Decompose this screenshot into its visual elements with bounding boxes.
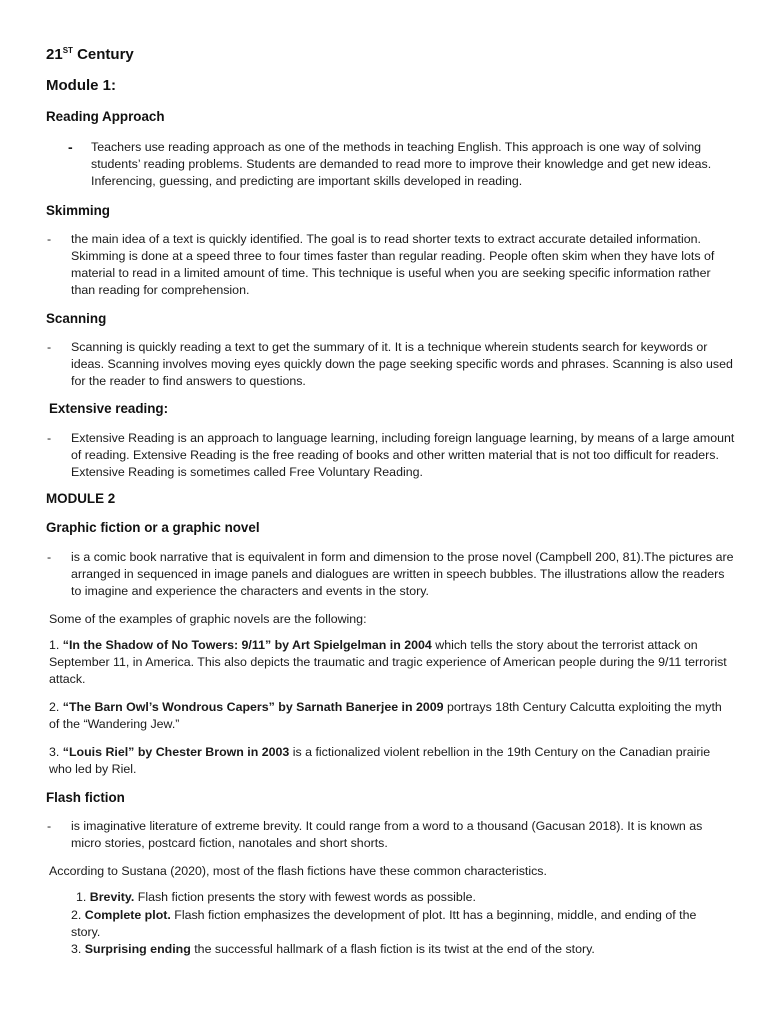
- scanning-heading: Scanning: [46, 311, 107, 326]
- flash-characteristic: 3. Surprising ending the successful hallmark of a flash fiction is its twist at the end of the story.: [71, 942, 595, 956]
- scanning-text: Scanning is quickly reading a text to get the summary of it. It is a technique wherein students search for keywords or ideas. Scanning involves moving eyes quickly down the page seeking specific words and phrases. Scanning is also used for the reader to find answers to questions.: [71, 340, 733, 388]
- scanning-item: - Scanning is quickly reading a text to get the summary of it. It is a technique wherein students search for keywords or ideas. Scanning involves moving eyes quickly down the page seeking specific words and phrases. Scanning is also used for the reader to find answers to questions.: [46, 339, 736, 390]
- flash-fiction-text: is imaginative literature of extreme brevity. It could range from a word to a thousand (Gacusan 2018). It is known as micro stories, postcard fiction, nanotales and short shorts.: [71, 819, 703, 850]
- skimming-item: - the main idea of a text is quickly identified. The goal is to read shorter texts to extract accurate detailed information. Skimming is done at a speed three to four times faster than regular reading. People often skim when they have lots of material to read in a limited amount of time. This technique is useful when you are seeking specific information rather than reading for comprehension.: [46, 231, 736, 299]
- flash-fiction-item: - is imaginative literature of extreme brevity. It could range from a word to a thousand (Gacusan 2018). It is known as micro stories, postcard fiction, nanotales and short shorts.: [46, 818, 736, 852]
- flash-characteristic: 1. Brevity. Flash fiction presents the story with fewest words as possible.: [76, 890, 476, 904]
- skimming-text: the main idea of a text is quickly identified. The goal is to read shorter texts to extract accurate detailed information. Skimming is done at a speed three to four times faster than regular reading. People often skim when they have lots of material to read in a limited amount of time. This technique is useful when you are seeking specific information rather than reading for comprehension.: [71, 232, 715, 297]
- reading-approach-heading: Reading Approach: [46, 109, 165, 124]
- extensive-reading-item: - Extensive Reading is an approach to language learning, including foreign language learning, by means of a large amount of reading. Extensive Reading is the free reading of books and other written material that is not too difficult for readers. Extensive Reading is sometimes called Free Voluntary Reading.: [47, 431, 735, 479]
- skimming-heading: Skimming: [46, 203, 110, 218]
- flash-characteristics-intro: According to Sustana (2020), most of the flash fictions have these common characteristics.: [49, 864, 547, 878]
- graphic-fiction-item: - is a comic book narrative that is equivalent in form and dimension to the prose novel (Campbell 200, 81).The pictures are arranged in sequenced in image panels and dialogues are written in speech bubbles. The illustrations allow the readers to imagine and experience the characters and events in the story.: [46, 549, 736, 600]
- flash-fiction-heading: Flash fiction: [46, 790, 125, 805]
- graphic-example: 3. “Louis Riel” by Chester Brown in 2003 is a fictionalized violent rebellion in the 19th Century on the Canadian prairie who led by Riel.: [49, 745, 711, 776]
- graphic-example: 1. “In the Shadow of No Towers: 9/11” by Art Spielgelman in 2004 which tells the story about the terrorist attack on September 11, in America. This also depicts the traumatic and tragic experience of American people during the 9/11 terrorist attack.: [49, 638, 727, 686]
- graphic-examples-intro: Some of the examples of graphic novels are the following:: [49, 612, 367, 626]
- flash-characteristic: 2. Complete plot. Flash fiction emphasizes the development of plot. Itt has a beginning, middle, and ending of the story.: [71, 908, 697, 939]
- module-1-heading: Module 1:: [46, 77, 116, 94]
- reading-approach-item: - Teachers use reading approach as one of the methods in teaching English. This approach is one way of solving students’ reading problems. Students are demanded to read more to improve their knowledge and get new ideas. Inferencing, guessing, and predicting are important skills developed in reading.: [46, 139, 736, 190]
- extensive-reading-heading: Extensive reading:: [49, 401, 169, 416]
- document-title: 21ST Century: [46, 46, 134, 63]
- reading-approach-text: Teachers use reading approach as one of the methods in teaching English. This approach is one way of solving students’ reading problems. Students are demanded to read more to improve their knowledge and get new ideas. Inferencing, guessing, and predicting are important skills developed in reading.: [91, 140, 712, 188]
- extensive-reading-text: Extensive Reading is an approach to language learning, including foreign language learning, by means of a large amount of reading. Extensive Reading is the free reading of books and other written material that is not too difficult for readers. Extensive Reading is sometimes called Free Voluntary Reading.: [71, 431, 735, 479]
- module-2-heading: MODULE 2: [46, 491, 116, 506]
- graphic-example: 2. “The Barn Owl’s Wondrous Capers” by Sarnath Banerjee in 2009 portrays 18th Century Calcutta exploiting the myth of the “Wandering Jew.”: [49, 700, 722, 731]
- graphic-fiction-heading: Graphic fiction or a graphic novel: [46, 520, 260, 535]
- graphic-fiction-text: is a comic book narrative that is equivalent in form and dimension to the prose novel (Campbell 200, 81).The pictures are arranged in sequenced in image panels and dialogues are written in speech bubbles. The illustrations allow the readers to imagine and experience the characters and events in the story.: [71, 550, 734, 598]
